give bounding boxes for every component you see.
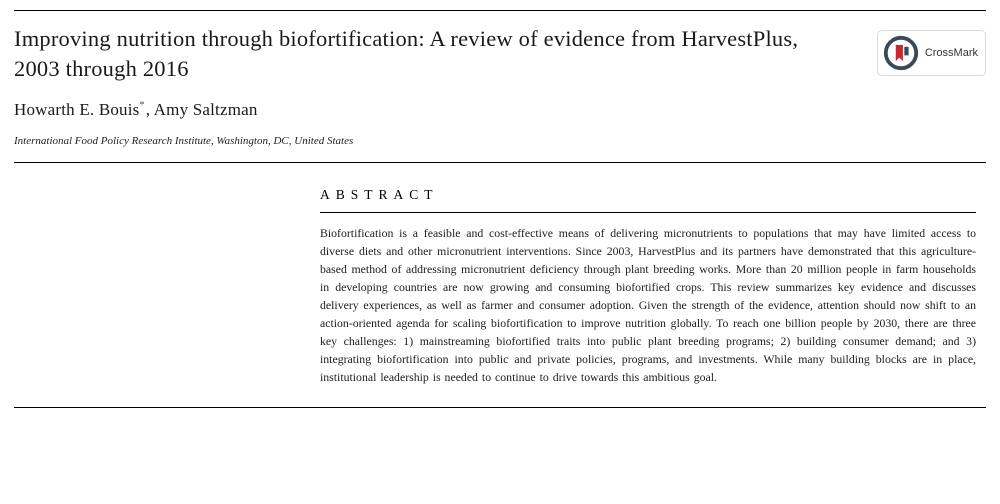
bottom-divider <box>14 407 986 408</box>
author-first: Howarth E. Bouis <box>14 100 140 119</box>
left-column-empty <box>14 163 320 386</box>
paper-page <box>0 10 1000 504</box>
paper-body <box>14 163 986 386</box>
author-list <box>14 100 986 120</box>
abstract-divider <box>320 212 976 213</box>
abstract-section <box>320 163 986 386</box>
affiliation: International Food Policy Research Institute, Washington, DC, United States <box>14 135 354 147</box>
author-rest: , Amy Saltzman <box>145 100 258 119</box>
crossmark-badge[interactable] <box>877 30 986 76</box>
top-divider <box>14 10 986 11</box>
paper-title: Improving nutrition through biofortification: A review of evidence from HarvestPlus, 2003 through 2016 <box>14 26 799 81</box>
corresponding-author-mark: * <box>139 100 145 112</box>
paper-header <box>14 24 986 84</box>
crossmark-label: CrossMark <box>924 47 978 59</box>
abstract-text: Biofortification is a feasible and cost-effective means of delivering micronutrients to populations that may have limited access to diverse diets and other micronutrient interventions. Since 2003, HarvestPlus and its partners have demonstrated that this agriculture-based method of addressing micronutrient deficiency through plant breeding works. More than 20 million people in farm households in developing countries are now growing and consuming biofortified crops. This review summarizes key evidence and discusses delivery experiences, as well as farmer and consumer adoption. Given the strength of the evidence, attention should now shift to an action-oriented agenda for scaling biofortification to improve nutrition globally. To reach one billion people by 2030, there are three key challenges: 1) mainstreaming biofortified traits into public plant breeding programs; 2) building consumer demand; and 3) integrating biofortification into public and private policies, programs, and investments. While many building blocks are in place, institutional leadership is needed to continue to drive towards this ambitious goal. <box>320 226 976 384</box>
abstract-heading: ABSTRACT <box>320 187 439 202</box>
crossmark-icon <box>882 34 920 72</box>
